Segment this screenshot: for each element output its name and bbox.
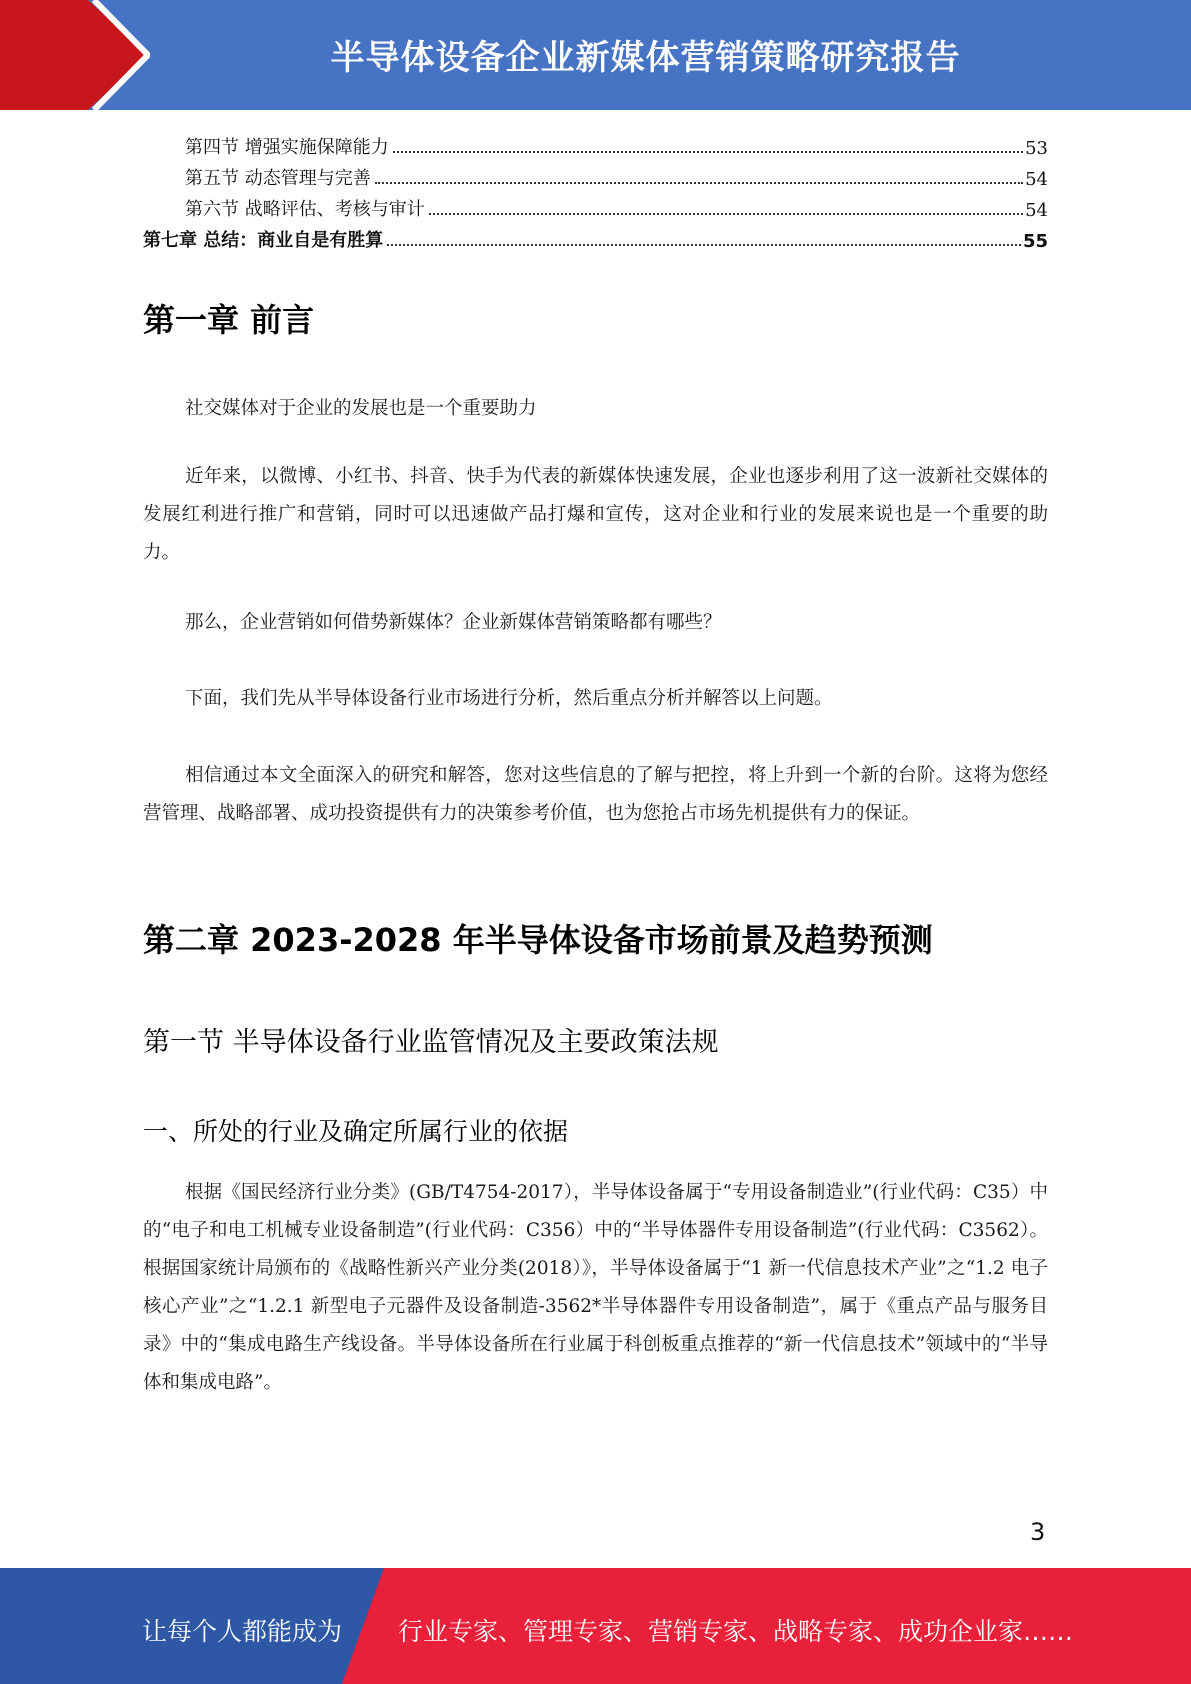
footer-slogan-left: 让每个人都能成为 xyxy=(142,1617,343,1646)
toc-leader-dots xyxy=(393,151,1023,153)
chapter-2-heading: 第二章 2023-2028 年半导体设备市场前景及趋势预测 xyxy=(143,921,933,959)
paragraph: 下面，我们先从半导体设备行业市场进行分析，然后重点分析并解答以上问题。 xyxy=(185,688,833,709)
page-header xyxy=(0,0,1191,110)
paragraph: 社交媒体对于企业的发展也是一个重要助力 xyxy=(185,398,537,419)
subsection-heading: 一、所处的行业及确定所属行业的依据 xyxy=(143,1117,569,1146)
chapter-1-heading: 第一章 前言 xyxy=(143,301,315,339)
toc-leader-dots xyxy=(387,244,1021,246)
toc-item[interactable] xyxy=(143,128,1048,159)
paragraph: 相信通过本文全面深入的研究和解答，您对这些信息的了解与把控，将上升到一个新的台阶。这将为您经营管理、战略部署、成功投资提供有力的决策参考价值，也为您抢占市场先机提供有力的保证。 xyxy=(143,765,1048,824)
toc-leader-dots xyxy=(429,213,1023,215)
table-of-contents xyxy=(143,128,1048,252)
toc-item[interactable] xyxy=(143,190,1048,221)
page-footer xyxy=(0,1568,1191,1684)
paragraph: 那么，企业营销如何借势新媒体？企业新媒体营销策略都有哪些？ xyxy=(185,612,722,633)
paragraph: 根据《国民经济行业分类》(GB/T4754-2017），半导体设备属于“专用设备制造业”(行业代码：C35）中的“电子和电工机械专业设备制造”(行业代码：C356）中的“半导体器件专用设备制造”(行业代码：C3562）。根据国家统计局颁布的《战略性新兴产业分类(2018）》，半导体设备属于“1 新一代信息技术产业”之“1.2 电子核心产业”之“1.2.1 新型电子元器件及设备制造-3562*半导体器件专用设备制造”，属于《重点产品与服务目录》中的“集成电路生产线设备。半导体设备所在行业属于科创板重点推荐的“新一代信息技术”领域中的“半导体和集成电路”。 xyxy=(143,1182,1048,1393)
toc-item-label: 第七章 总结：商业自是有胜算 xyxy=(143,230,384,251)
toc-item-chapter[interactable] xyxy=(143,221,1048,252)
paragraph: 近年来，以微博、小红书、抖音、快手为代表的新媒体快速发展，企业也逐步利用了这一波新社交媒体的发展红利进行推广和营销，同时可以迅速做产品打爆和宣传，这对企业和行业的发展来说也是一个重要的助力。 xyxy=(143,466,1048,563)
toc-item-label: 第五节 动态管理与完善 xyxy=(185,168,371,189)
toc-item-page: 54 xyxy=(1025,169,1048,190)
toc-item-page: 54 xyxy=(1025,200,1048,221)
page-number: 3 xyxy=(1030,1518,1046,1546)
toc-item-page: 55 xyxy=(1022,231,1048,252)
footer-slogan-right: 行业专家、管理专家、营销专家、战略专家、成功企业家…… xyxy=(398,1617,1074,1646)
toc-item-label: 第四节 增强实施保障能力 xyxy=(185,137,389,158)
toc-leader-dots xyxy=(375,182,1023,184)
toc-item-label: 第六节 战略评估、考核与审计 xyxy=(185,199,425,220)
toc-item-page: 53 xyxy=(1025,138,1048,159)
section-heading: 第一节 半导体设备行业监管情况及主要政策法规 xyxy=(143,1027,719,1058)
report-title: 半导体设备企业新媒体营销策略研究报告 xyxy=(330,38,961,78)
toc-item[interactable] xyxy=(143,159,1048,190)
